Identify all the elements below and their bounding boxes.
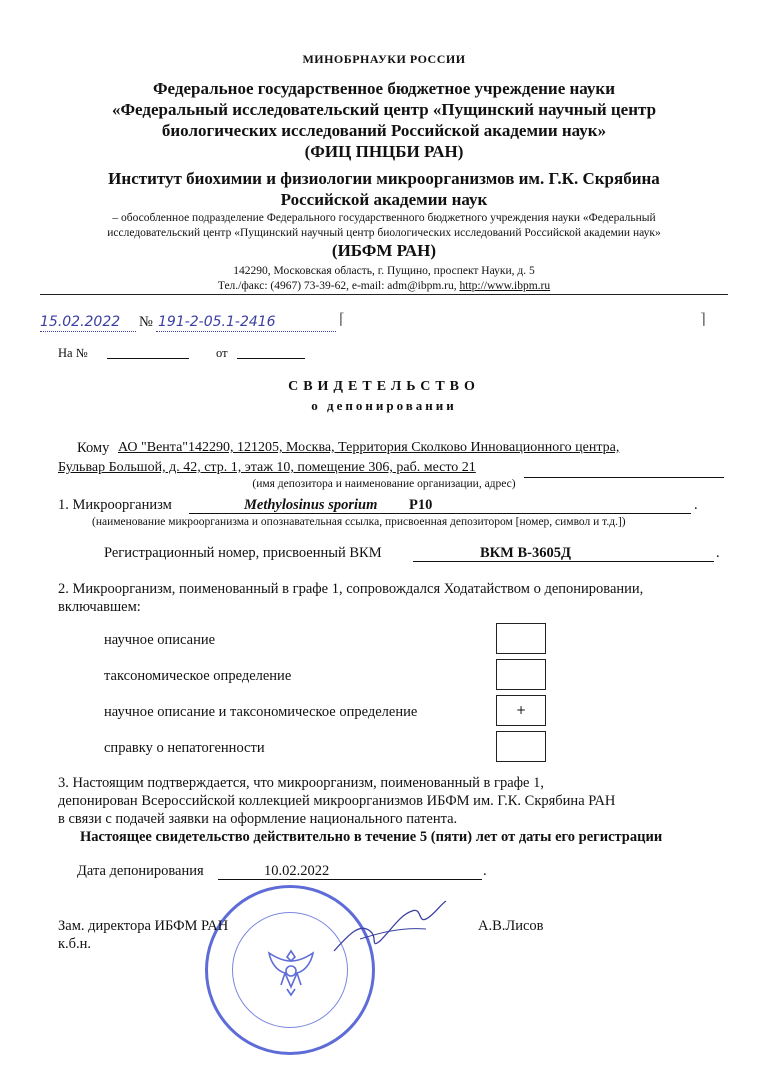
signature-scribble-icon bbox=[330, 893, 450, 963]
eagle-emblem-icon bbox=[263, 943, 319, 999]
section3-line-3: в связи с подачей заявки на оформление национального патента. bbox=[58, 811, 458, 827]
recipient-line-1: АО "Вента"142290, 121205, Москва, Территория Сколково Инновационного центра, bbox=[118, 440, 620, 455]
organism-ref: P10 bbox=[409, 497, 433, 513]
document-title: СВИДЕТЕЛЬСТВО bbox=[288, 379, 480, 394]
section1-label: 1. Микроорганизм bbox=[58, 497, 172, 513]
bracket-right: ⌉ bbox=[700, 312, 706, 328]
ot-label: от bbox=[216, 346, 228, 360]
option-label: научное описание bbox=[104, 632, 216, 648]
handwritten-date: 15.02.2022 bbox=[40, 314, 121, 330]
bracket-left: ⌈ bbox=[339, 312, 345, 328]
na-label: На № bbox=[58, 346, 88, 360]
signatory-name: А.В.Лисов bbox=[478, 918, 544, 934]
vkm-period: . bbox=[716, 545, 720, 561]
contacts bbox=[0, 279, 768, 294]
contacts-text: Тел./факс: (4967) 73-39-62, e-mail: adm@ibpm.ru, bbox=[217, 280, 460, 292]
address: 142290, Московская область, г. Пущино, проспект Науки, д. 5 bbox=[233, 265, 535, 277]
option-checkbox[interactable] bbox=[496, 659, 546, 690]
vkm-label: Регистрационный номер, присвоенный ВКМ bbox=[104, 545, 382, 561]
signatory-position: Зам. директора ИБФМ РАН bbox=[58, 918, 229, 934]
option-checkbox[interactable]: + bbox=[496, 695, 546, 726]
recipient-line-2-wrap bbox=[58, 460, 728, 476]
subdivision-line: исследовательский центр «Пущинский научный центр биологических исследований Российской академии наук» bbox=[107, 227, 661, 239]
org-line: биологических исследований Российской академии наук» bbox=[161, 121, 607, 140]
period: . bbox=[694, 497, 698, 513]
registration-line bbox=[40, 312, 340, 334]
section3-line-1: 3. Настоящим подтверждается, что микроорганизм, поименованный в графе 1, bbox=[58, 775, 544, 791]
option-label: справку о непатогенности bbox=[104, 740, 265, 756]
recipient-label: Кому bbox=[77, 440, 110, 456]
na-blank bbox=[107, 358, 189, 359]
number-label: № bbox=[139, 314, 153, 330]
subdivision-text bbox=[0, 211, 768, 241]
date-underline bbox=[40, 331, 136, 332]
recipient-caption: (имя депозитора и наименование организации, адрес) bbox=[252, 478, 516, 490]
number-underline bbox=[156, 331, 336, 332]
section3-line-2: депонирован Всероссийской коллекцией микроорганизмов ИБФМ им. Г.К. Скрябина РАН bbox=[58, 793, 616, 809]
validity-statement: Настоящее свидетельство действительно в течение 5 (пяти) лет от даты его регистрации bbox=[80, 829, 663, 845]
recipient-line-2: Бульвар Большой, д. 42, стр. 1, этаж 10, помещение 306, раб. место 21 bbox=[58, 460, 476, 475]
signatory-degree: к.б.н. bbox=[58, 936, 92, 952]
institute-line: Институт биохимии и физиологии микроорганизмов им. Г.К. Скрябина bbox=[108, 169, 660, 188]
deposit-date: 10.02.2022 bbox=[264, 863, 330, 879]
handwritten-number: 191-2-05.1-2416 bbox=[158, 314, 276, 330]
institute-line: Российской академии наук bbox=[280, 190, 488, 209]
website-link[interactable]: http://www.ibpm.ru bbox=[459, 280, 551, 292]
subdivision-line: – обособленное подразделение Федерального государственного бюджетного учреждения науки «Федеральный bbox=[112, 212, 656, 224]
deposit-date-label: Дата депонирования bbox=[77, 863, 204, 879]
vkm-number: ВКМ В-3605Д bbox=[480, 545, 571, 561]
header-divider bbox=[40, 294, 728, 295]
option-checkbox[interactable] bbox=[496, 731, 546, 762]
ot-blank bbox=[237, 358, 305, 359]
organization-name bbox=[0, 78, 768, 162]
ministry-name: МИНОБРНАУКИ РОССИИ bbox=[302, 52, 466, 66]
org-line: (ФИЦ ПНЦБИ РАН) bbox=[304, 142, 464, 161]
document-subtitle: о депонировании bbox=[311, 398, 457, 413]
institute-name bbox=[0, 168, 768, 210]
organism-name: Methylosinus sporium bbox=[244, 497, 378, 513]
organism-caption: (наименование микроорганизма и опознавательная ссылка, присвоенная депозитором [номер, символ и т.д.]) bbox=[92, 516, 626, 528]
org-line: «Федеральный исследовательский центр «Пущинский научный центр bbox=[111, 100, 657, 119]
deposit-date-underline bbox=[218, 879, 482, 880]
section2-line-2: включавшем: bbox=[58, 599, 141, 615]
deposit-period: . bbox=[483, 863, 487, 879]
option-label: таксономическое определение bbox=[104, 668, 292, 684]
option-label: научное описание и таксономическое определение bbox=[104, 704, 418, 720]
institute-abbr: (ИБФМ РАН) bbox=[331, 241, 437, 260]
org-line: Федеральное государственное бюджетное учреждение науки bbox=[152, 79, 616, 98]
option-checkbox[interactable] bbox=[496, 623, 546, 654]
section2-line-1: 2. Микроорганизм, поименованный в графе 1, сопровождался Ходатайством о депонировании, bbox=[58, 581, 644, 597]
